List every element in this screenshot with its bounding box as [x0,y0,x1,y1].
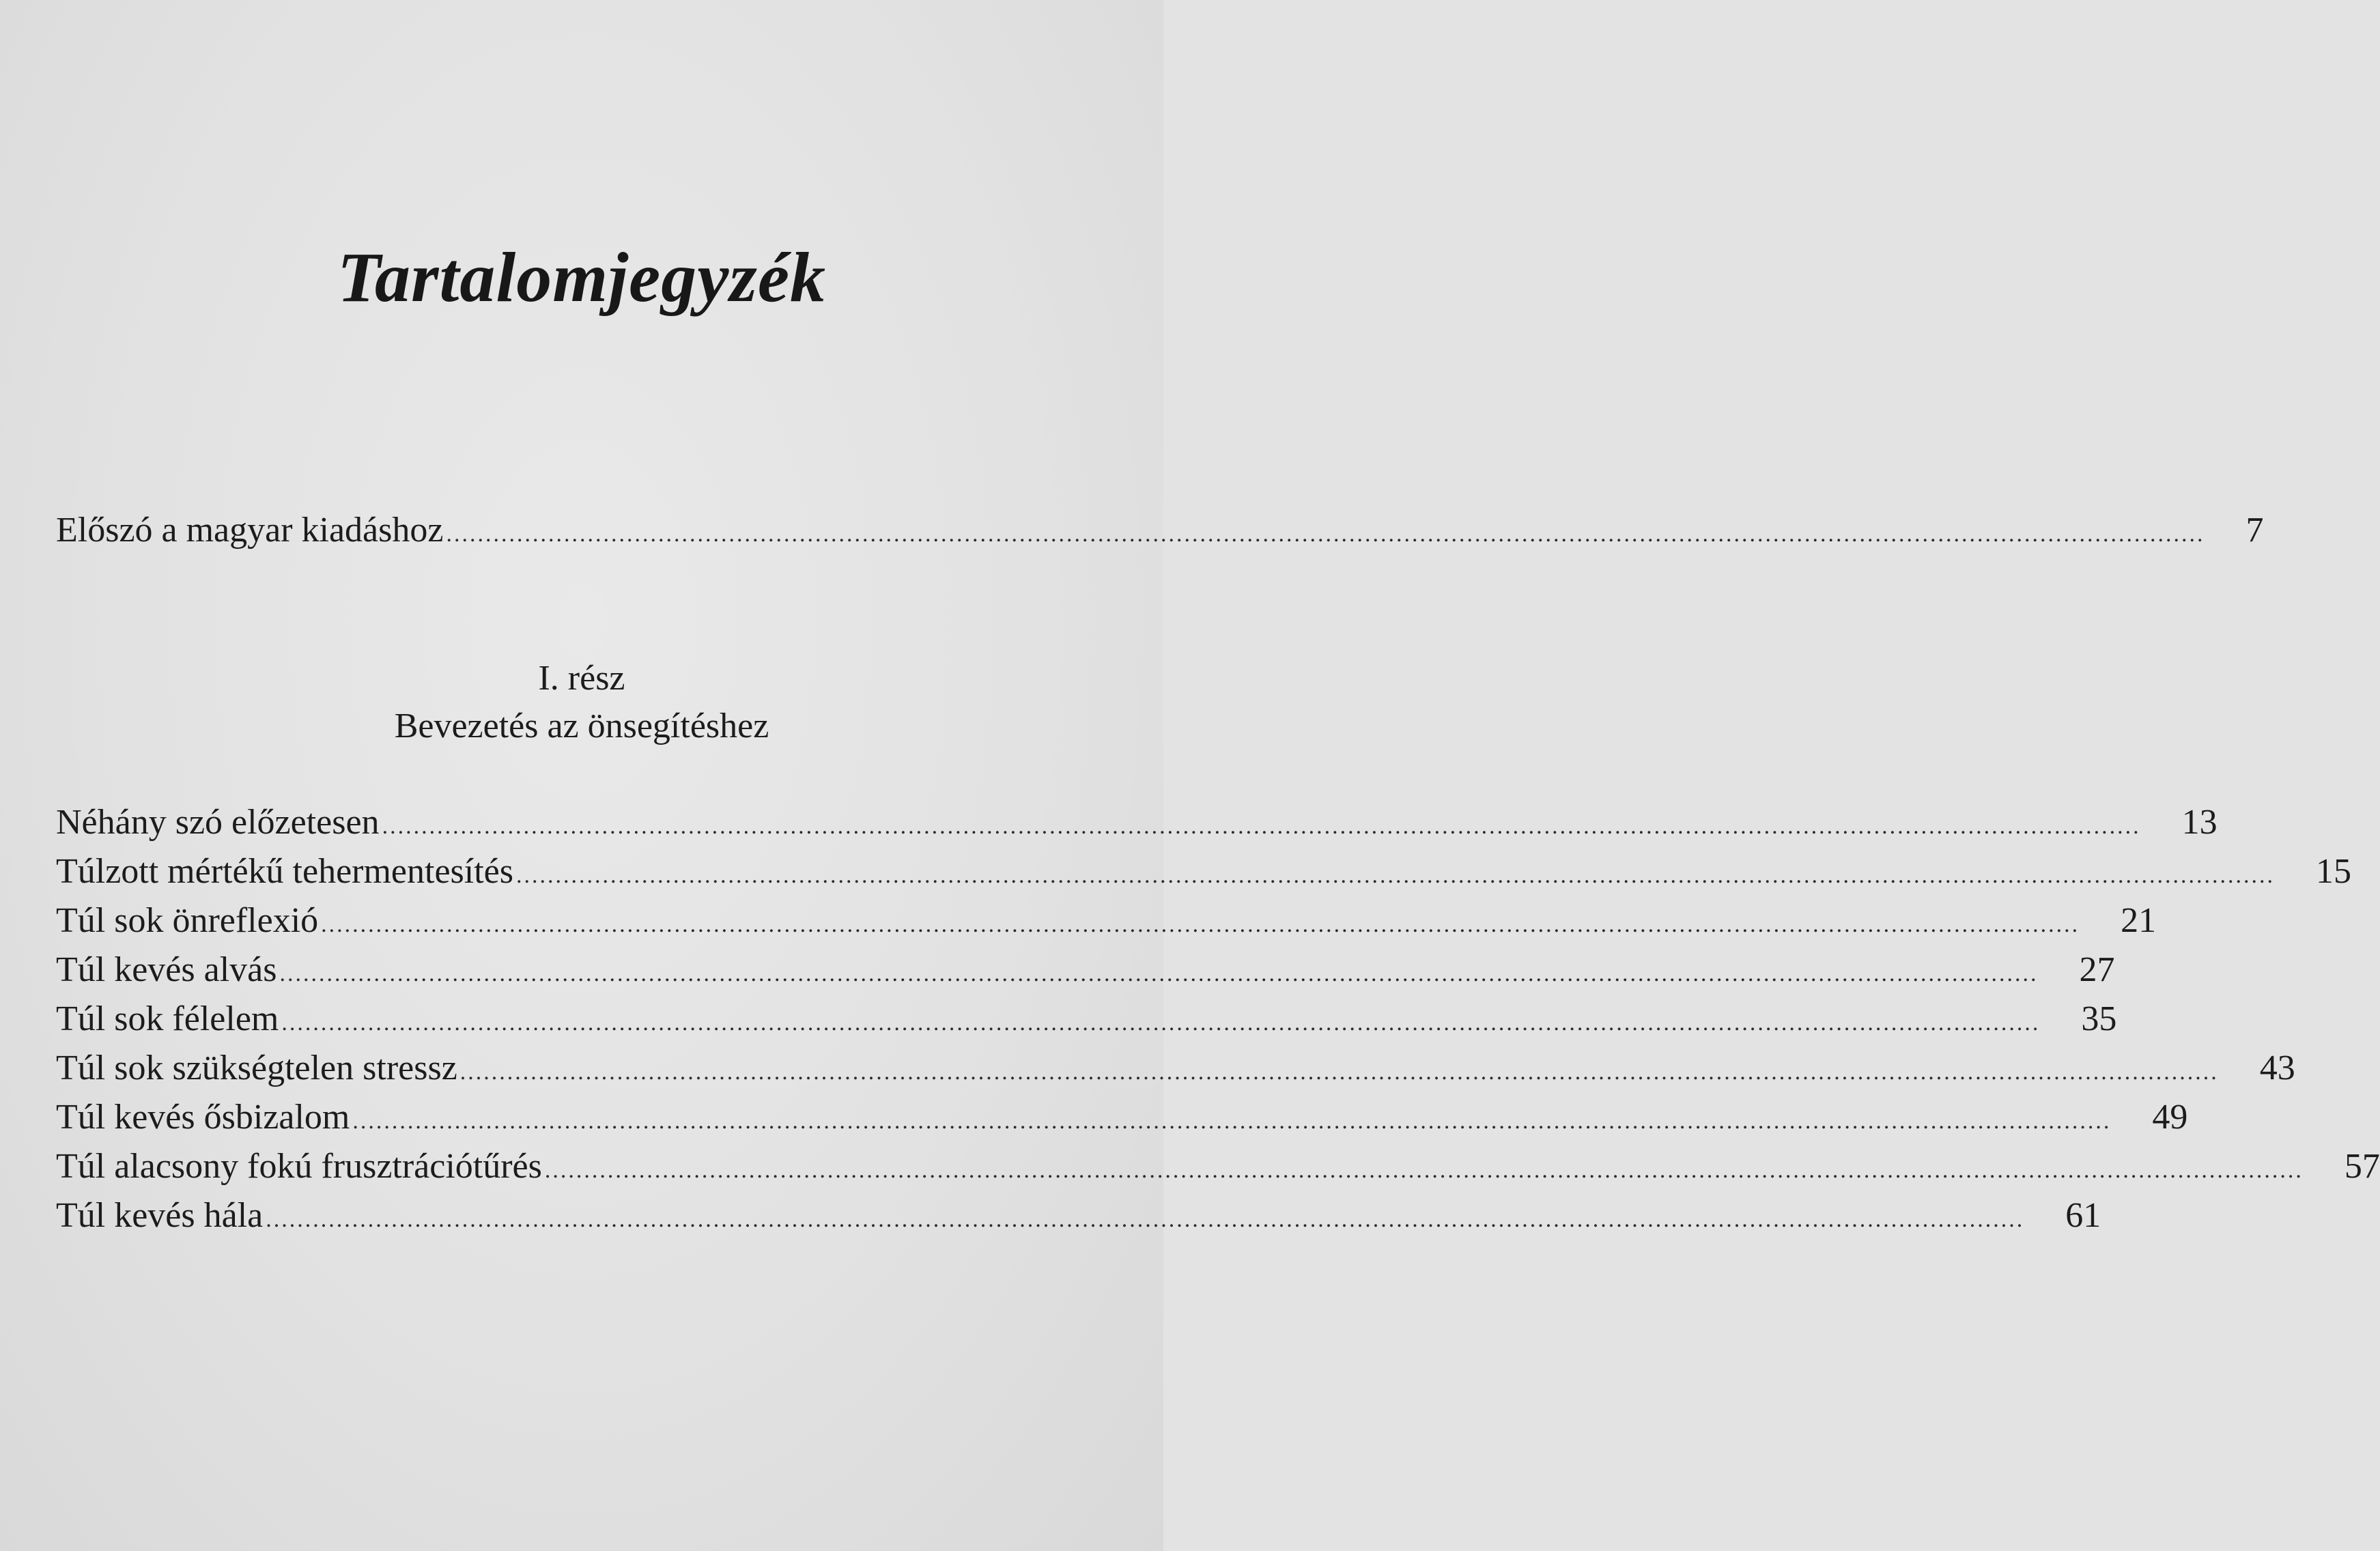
leader-dots: ................................................................................................................................................................................................................................ [321,912,2080,937]
toc-page-number: 27 [2079,950,2115,989]
toc-label: Néhány szó előzetesen [56,803,380,842]
page-title: Tartalomjegyzék [337,238,826,317]
toc-row [55,995,2117,1044]
toc-page-number: 35 [2081,999,2117,1038]
leader-dots: ................................................................................................................................................................................................................................ [279,961,2039,986]
leader-dots: ................................................................................................................................................................................................................................ [459,1059,2219,1085]
toc-page-number: 43 [2259,1049,2295,1087]
toc-row [55,896,2157,945]
leader-dots: ................................................................................................................................................................................................................................ [544,1158,2304,1183]
toc-page-number: 7 [2246,511,2264,550]
toc-page-number: 49 [2152,1098,2188,1137]
toc-label: Túl alacsony fokú frusztrációtűrés [56,1147,542,1186]
toc-row [55,1044,2295,1093]
leader-dots: ................................................................................................................................................................................................................................ [281,1010,2041,1036]
toc-row [55,945,2115,995]
toc-label: Túl sok félelem [56,999,279,1038]
toc-row [55,798,2218,847]
toc-row-preface [55,506,2264,555]
leader-dots: ................................................................................................................................................................................................................................ [515,863,2275,888]
leader-dots: ................................................................................................................................................................................................................................ [352,1109,2112,1134]
part-title: Bevezetés az önsegítéshez [394,707,769,745]
toc-label: Túl kevés ősbizalom [56,1098,350,1137]
leader-dots: ................................................................................................................................................................................................................................ [446,522,2205,547]
part-label: I. rész [538,659,625,698]
toc-row [55,1142,2380,1191]
leader-dots: ................................................................................................................................................................................................................................ [382,814,2141,839]
toc-label: Túl kevés alvás [56,950,277,989]
toc-label: Túl kevés hála [56,1196,264,1235]
toc-page-number: 57 [2344,1147,2380,1186]
toc-label: Túlzott mértékű tehermentesítés [56,852,513,891]
toc-label: Túl sok önreflexió [56,901,319,940]
toc-row [55,1093,2188,1142]
leader-dots: ................................................................................................................................................................................................................................ [266,1207,2025,1232]
toc-row [55,1191,2101,1240]
toc-row [55,847,2351,896]
toc-label: Előszó a magyar kiadáshoz [56,511,444,550]
toc-page-number: 13 [2181,803,2218,842]
toc-page-number: 15 [2315,852,2351,891]
toc-page-number: 21 [2121,901,2157,940]
toc-label: Túl sok szükségtelen stressz [56,1049,457,1087]
toc-page-number: 61 [2065,1196,2101,1235]
